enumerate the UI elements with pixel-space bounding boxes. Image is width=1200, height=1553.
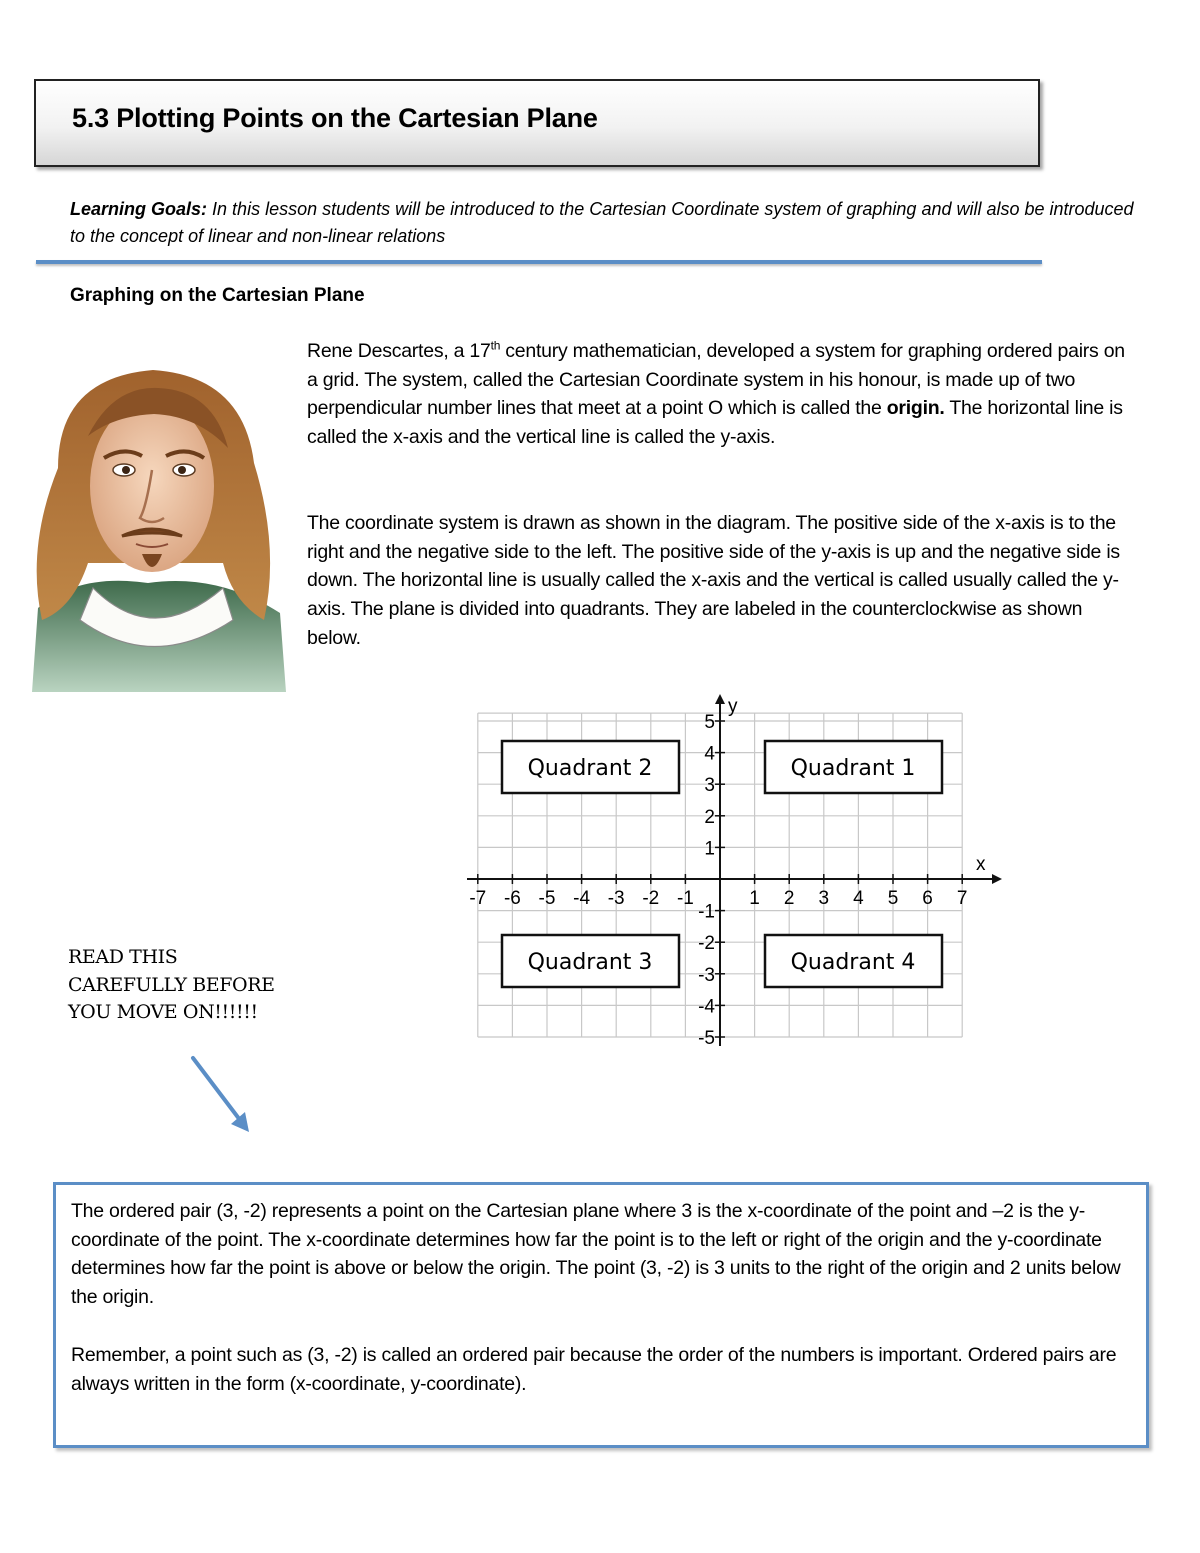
section-heading: Graphing on the Cartesian Plane xyxy=(70,285,365,306)
quadrant-2-label: Quadrant 2 xyxy=(527,756,653,781)
x-tick-label: 5 xyxy=(887,888,899,909)
x-tick-label: 7 xyxy=(956,888,968,909)
coordinate-paragraph xyxy=(307,509,1129,653)
intro-text-part2: century mathematician, developed a system for graphing ordered pairs on a grid. The system, called the Cartesian Coordinate system in his honour, is made up of two perpendicular number lines that meet at a point O which is called the xyxy=(307,340,1125,420)
arrow-down-right-icon xyxy=(185,1052,257,1138)
y-axis-label: y xyxy=(728,696,738,717)
quadrant-1-box xyxy=(765,741,942,793)
x-tick-label: -3 xyxy=(607,888,625,909)
quadrant-3-label: Quadrant 3 xyxy=(527,950,653,975)
section-divider xyxy=(36,260,1042,264)
intro-paragraph xyxy=(307,337,1129,452)
intro-text-part3: The horizontal line is called the x-axis and the vertical line is called the y-axis. xyxy=(307,397,1123,449)
ordered-pair-info-box xyxy=(53,1182,1149,1448)
read-carefully-note: READ THIS CAREFULLY BEFORE YOU MOVE ON!!!!!! xyxy=(68,946,275,1023)
y-tick-label: -5 xyxy=(698,1028,715,1049)
y-tick-label: -2 xyxy=(698,933,715,955)
learning-goals xyxy=(70,196,1145,250)
quadrant-3-box xyxy=(502,935,679,987)
x-axis-arrow-icon xyxy=(992,874,1002,884)
descartes-portrait xyxy=(18,358,290,692)
cartesian-plane-diagram xyxy=(462,690,1002,1050)
x-tick-label: -1 xyxy=(676,888,694,909)
y-tick-label: 3 xyxy=(704,775,715,797)
quadrant-1-label: Quadrant 1 xyxy=(790,756,916,781)
origin-term: origin. xyxy=(886,397,945,420)
y-tick-label: 1 xyxy=(704,838,715,860)
quadrant-4-box xyxy=(765,935,942,987)
y-tick-label: -4 xyxy=(698,996,715,1018)
learning-goals-label: Learning Goals: xyxy=(70,199,208,219)
x-tick-label: 2 xyxy=(783,888,795,909)
x-tick-label: -7 xyxy=(469,888,487,909)
x-tick-label: -4 xyxy=(573,888,591,909)
x-tick-label: -2 xyxy=(642,888,660,909)
title-banner xyxy=(34,79,1040,167)
learning-goals-text: In this lesson students will be introduced to the Cartesian Coordinate system of graphing and will also be introduced to the concept of linear and non-linear relations xyxy=(70,199,1134,246)
ordered-pair-explanation: The ordered pair (3, -2) represents a point on the Cartesian plane where 3 is the x-coordinate of the point and –2 is the y-coordinate of the point. The x-coordinate determines how far the point is to the left or right of the origin and the y-coordinate determines how far the point is above or below the origin. The point (3, -2) is 3 units to the right of the origin and 2 units below the origin. xyxy=(71,1200,1121,1309)
intro-text-part1: Rene Descartes, a 17 xyxy=(307,340,491,362)
y-tick-label: 5 xyxy=(704,712,715,733)
x-tick-label: 3 xyxy=(818,888,830,909)
x-axis-label: x xyxy=(976,854,986,875)
y-axis-arrow-icon xyxy=(715,694,725,704)
y-tick-label: 2 xyxy=(704,806,715,828)
quadrant-4-label: Quadrant 4 xyxy=(790,950,916,975)
page-title: 5.3 Plotting Points on the Cartesian Plane xyxy=(72,103,598,133)
y-tick-label: 4 xyxy=(704,743,715,765)
x-tick-label: 6 xyxy=(922,888,933,909)
quadrant-2-box xyxy=(502,741,679,793)
ordered-pair-reminder: Remember, a point such as (3, -2) is called an ordered pair because the order of the numbers is important. Ordered pairs are always written in the form (x-coordinate, y-coordinate). xyxy=(71,1344,1117,1395)
x-tick-label: -5 xyxy=(538,888,556,909)
x-tick-label: 1 xyxy=(749,888,760,909)
intro-superscript: th xyxy=(490,338,501,353)
y-tick-label: -1 xyxy=(698,901,715,923)
coordinate-paragraph-text: The coordinate system is drawn as shown in the diagram. The positive side of the x-axis is to the right and the negative side to the left. The positive side of the y-axis is up and the negative side is down. The horizontal line is usually called the x-axis and the vertical is called usually called the y-axis. The plane is divided into quadrants. They are labeled in the counterclockwise as shown below. xyxy=(307,512,1120,649)
x-tick-label: -6 xyxy=(503,888,521,909)
x-tick-label: 4 xyxy=(853,888,864,909)
y-tick-label: -3 xyxy=(698,964,715,986)
